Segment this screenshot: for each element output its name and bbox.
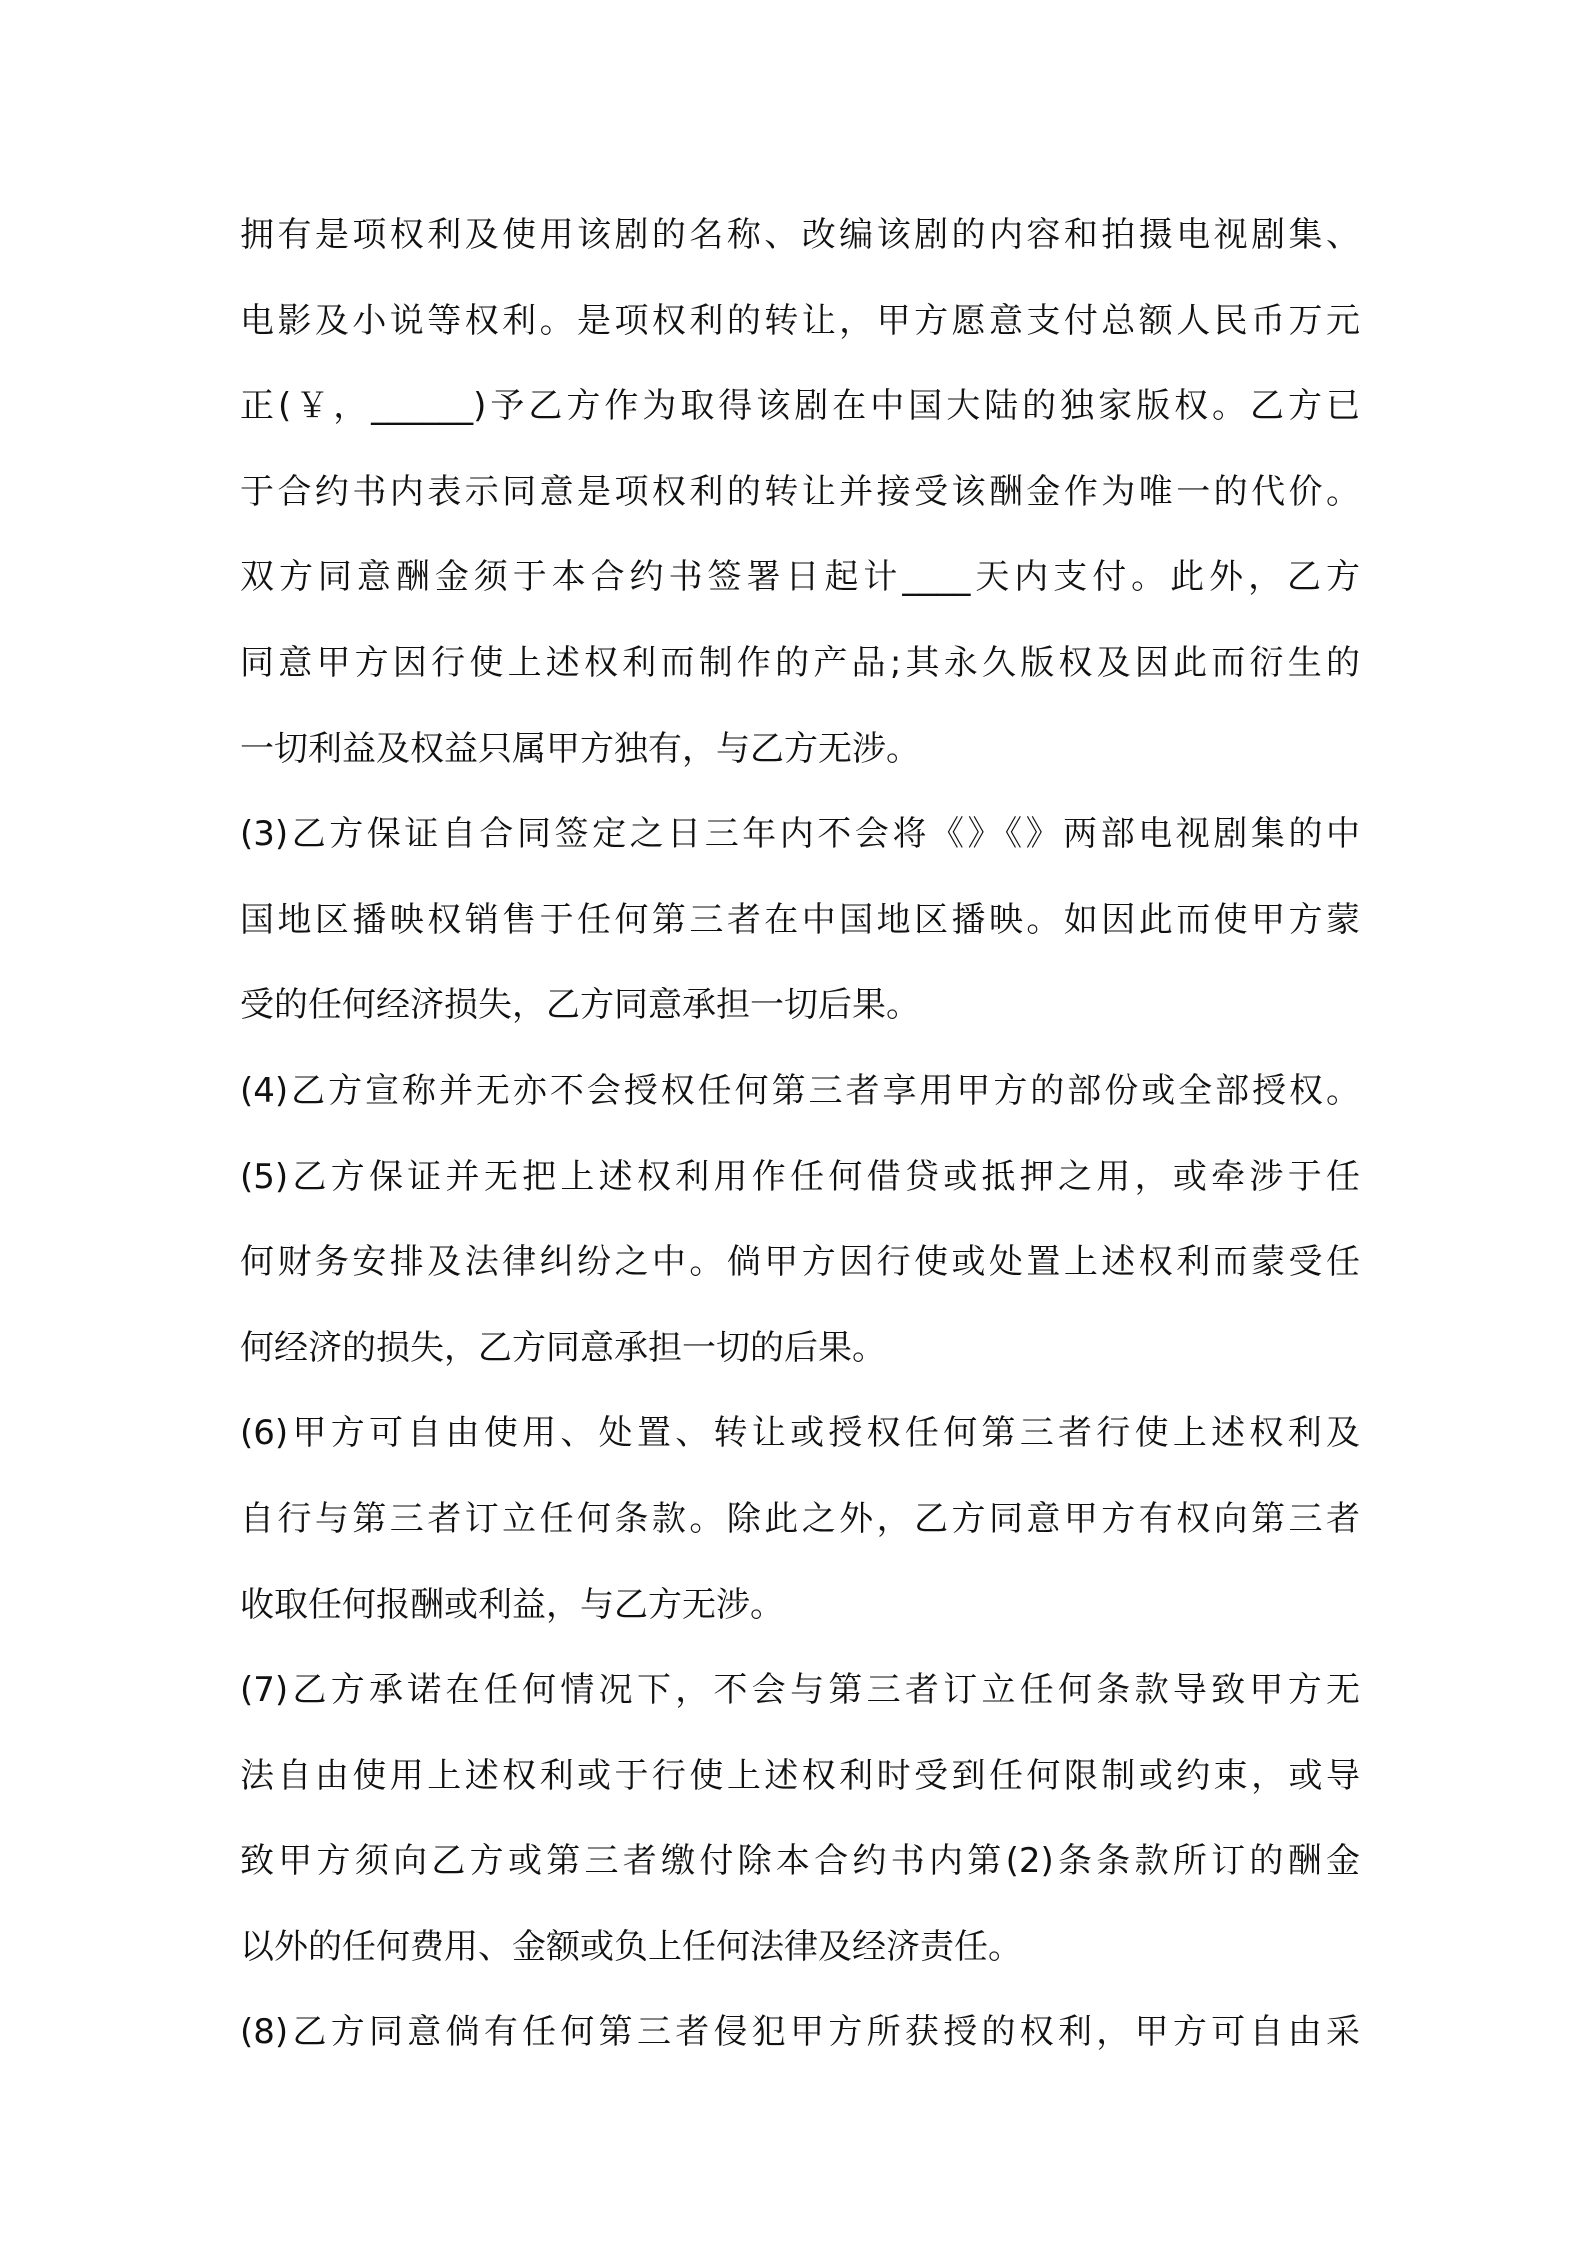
text-line: 同意甲方因行使上述权利而制作的产品;其永久版权及因此而衍生的 (240, 642, 1360, 683)
clause-7-line: (7)乙方承诺在任何情况下，不会与第三者订立任何条款导致甲方无 (240, 1670, 1360, 1711)
text-line: 一切利益及权益只属甲方独有，与乙方无涉。 (240, 728, 920, 769)
text-line: 正(￥，______)予乙方作为取得该剧在中国大陆的独家版权。乙方已 (240, 386, 1360, 427)
clause-6-line: (6)甲方可自由使用、处置、转让或授权任何第三者行使上述权利及 (240, 1413, 1360, 1454)
contract-text (240, 193, 1360, 2076)
text-line: 何经济的损失，乙方同意承担一切的后果。 (240, 1327, 886, 1368)
clause-5-line: (5)乙方保证并无把上述权利用作任何借贷或抵押之用，或牵涉于任 (240, 1156, 1360, 1197)
text-line: 何财务安排及法律纠纷之中。倘甲方因行使或处置上述权利而蒙受任 (240, 1242, 1360, 1283)
text-line: 致甲方须向乙方或第三者缴付除本合约书内第(2)条条款所订的酬金 (240, 1841, 1360, 1882)
text-line: 双方同意酬金须于本合约书签署日起计____天内支付。此外，乙方 (240, 557, 1360, 598)
text-line: 拥有是项权利及使用该剧的名称、改编该剧的内容和拍摄电视剧集、 (240, 215, 1360, 255)
text-line: 自行与第三者订立任何条款。除此之外，乙方同意甲方有权向第三者 (240, 1498, 1360, 1539)
clause-3-line: (3)乙方保证自合同签定之日三年内不会将《》《》两部电视剧集的中 (240, 814, 1360, 855)
text-line: 电影及小说等权利。是项权利的转让，甲方愿意支付总额人民币万元 (240, 300, 1360, 341)
text-line: 于合约书内表示同意是项权利的转让并接受该酬金作为唯一的代价。 (240, 471, 1360, 512)
text-line: 收取任何报酬或利益，与乙方无涉。 (240, 1584, 784, 1625)
text-line: 以外的任何费用、金额或负上任何法律及经济责任。 (240, 1926, 1022, 1967)
text-line: 法自由使用上述权利或于行使上述权利时受到任何限制或约束，或导 (240, 1755, 1360, 1796)
clause-4-line: (4)乙方宣称并无亦不会授权任何第三者享用甲方的部份或全部授权。 (240, 1070, 1360, 1111)
text-line: 国地区播映权销售于任何第三者在中国地区播映。如因此而使甲方蒙 (240, 899, 1360, 940)
clause-8-line: (8)乙方同意倘有任何第三者侵犯甲方所获授的权利，甲方可自由采 (240, 2012, 1360, 2053)
text-line: 受的任何经济损失，乙方同意承担一切后果。 (240, 985, 920, 1026)
